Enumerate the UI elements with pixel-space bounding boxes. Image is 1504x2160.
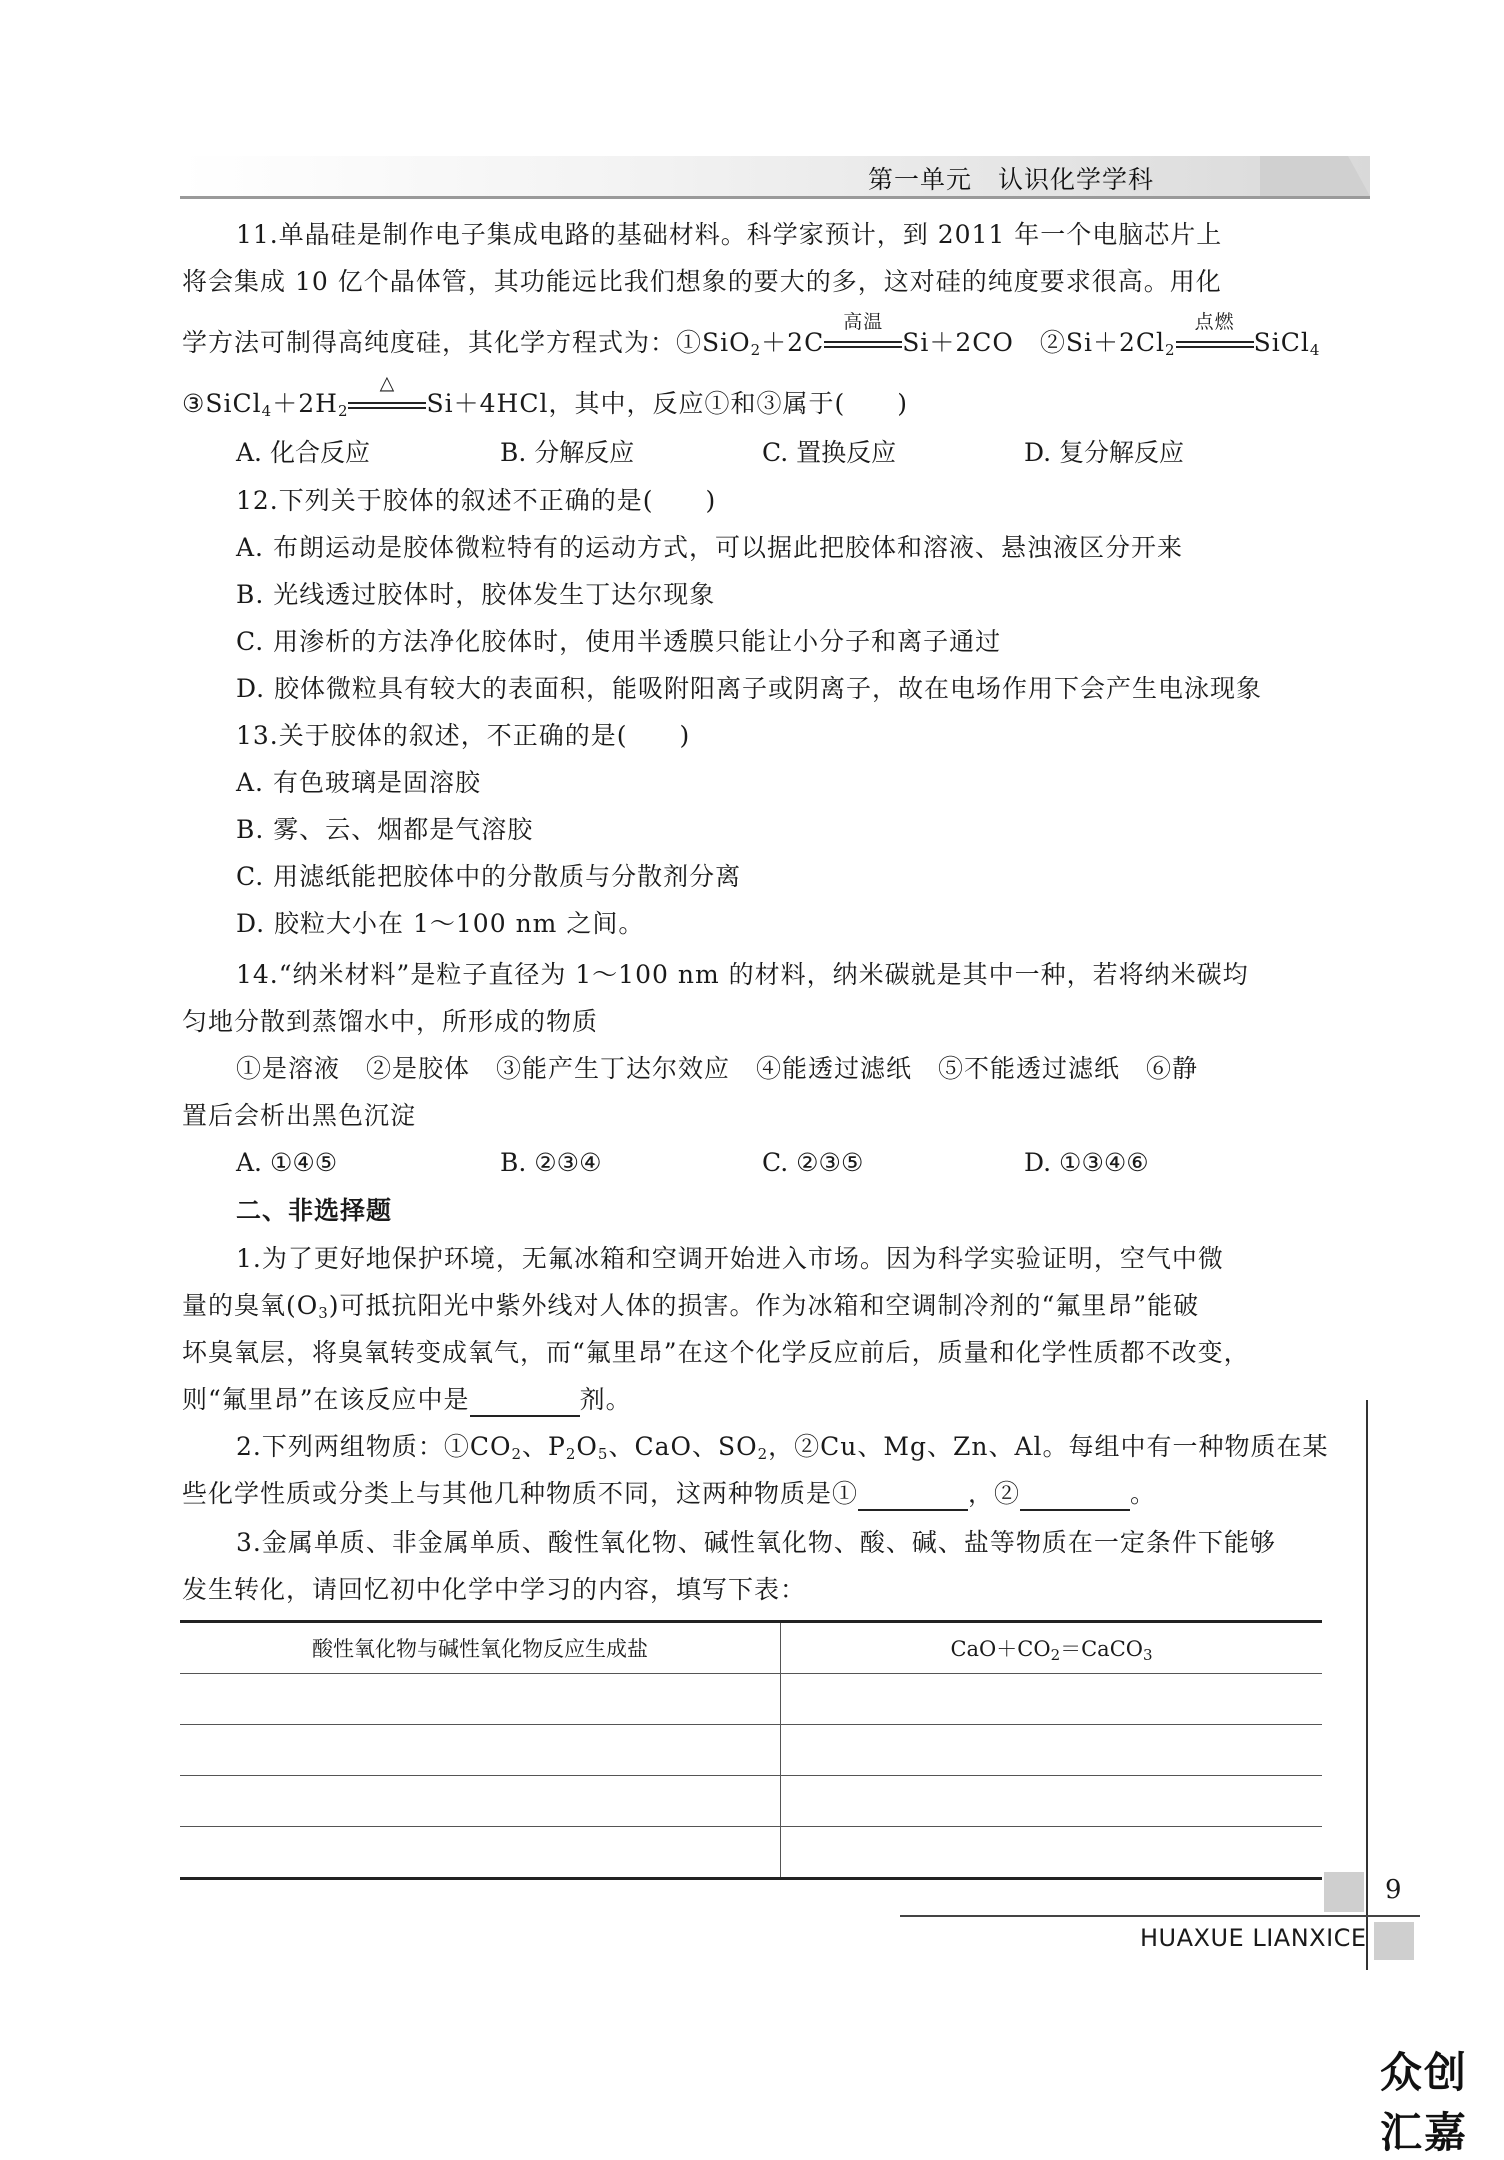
sub: 5 <box>597 1445 609 1463</box>
q11-option-b: B. 分解反应 <box>500 438 635 467</box>
q11-line2: 将会集成 10 亿个晶体管，其功能远比我们想象的要大的多，这对硅的纯度要求很高。用化 <box>182 267 1222 296</box>
table-cell[interactable] <box>781 1725 1323 1776</box>
q11-eq3-end: Si＋4HCl，其中，反应①和③属于( ) <box>426 389 908 418</box>
answer-blank-1[interactable] <box>858 1483 968 1511</box>
n2-line1 <box>236 1430 1329 1471</box>
q14-option-d: D. ①③④⑥ <box>1024 1148 1149 1177</box>
sub: 3 <box>1142 1645 1153 1664</box>
q13-stem: 13.关于胶体的叙述，不正确的是( ) <box>236 721 691 750</box>
n1-line2-b: )可抵抗阳光中紫外线对人体的损害。作为冰箱和空调制冷剂的“氟里昂”能破 <box>328 1291 1200 1320</box>
footer-line <box>900 1915 1420 1917</box>
q14-line3: ①是溶液 ②是胶体 ③能产生丁达尔效应 ④能透过滤纸 ⑤不能透过滤纸 ⑥静 <box>236 1054 1199 1083</box>
footer-box <box>1374 1922 1414 1960</box>
formula-part: ＝CaCO <box>1060 1636 1143 1661</box>
n1-line2 <box>182 1289 1199 1330</box>
n2-text: 、P <box>522 1432 566 1461</box>
q11-option-a: A. 化合反应 <box>236 438 370 467</box>
n2-text: 些化学性质或分类上与其他几种物质不同，这两种物质是① <box>182 1479 859 1508</box>
condition-high-temp: 高温 <box>843 310 884 333</box>
sub: 2 <box>1050 1645 1061 1664</box>
table-cell[interactable] <box>781 1776 1323 1827</box>
q14-line4: 置后会析出黑色沉淀 <box>182 1101 417 1130</box>
table-row <box>180 1776 1322 1827</box>
q13-option-a: A. 有色玻璃是固溶胶 <box>236 768 481 797</box>
table-row <box>180 1674 1322 1725</box>
sub: 2 <box>750 341 762 359</box>
n2-text: ，②Cu、Mg、Zn、Al。每组中有一种物质在某 <box>768 1432 1329 1461</box>
table-cell[interactable] <box>180 1827 781 1879</box>
sub: 4 <box>1309 341 1321 359</box>
header-bar <box>180 156 1370 199</box>
page-number: 9 <box>1385 1875 1402 1905</box>
n1-line4-a: 则“氟里昂”在该反应中是 <box>182 1385 470 1414</box>
table-row <box>180 1725 1322 1776</box>
n2-text: O <box>576 1432 598 1461</box>
q12-stem: 12.下列关于胶体的叙述不正确的是( ) <box>236 486 717 515</box>
q12-option-d: D. 胶体微粒具有较大的表面积，能吸附阳离子或阴离子，故在电场作用下会产生电泳现象 <box>236 674 1263 703</box>
footer-text: HUAXUE LIANXICE <box>1140 1924 1367 1952</box>
q11-eq-mid1: ＋2C <box>761 328 825 357</box>
q11-eq3-mid: ＋2H <box>272 389 338 418</box>
q12-option-a: A. 布朗运动是胶体微粒特有的运动方式，可以据此把胶体和溶液、悬浊液区分开来 <box>236 533 1183 562</box>
sub: 2 <box>1165 341 1176 359</box>
table-cell[interactable] <box>180 1674 781 1725</box>
q14-option-a: A. ①④⑤ <box>236 1148 338 1177</box>
n2-text: ，② <box>968 1479 1021 1508</box>
condition-heat: △ <box>379 371 396 394</box>
q11-eq3-prefix: ③SiCl <box>182 389 262 418</box>
n1-line1: 1.为了更好地保护环境，无氟冰箱和空调开始进入市场。因为科学实验证明，空气中微 <box>236 1244 1224 1273</box>
q14-option-b: B. ②③④ <box>500 1148 602 1177</box>
q11-eq-mid2: Si＋2CO ②Si＋2Cl <box>902 328 1166 357</box>
q12-option-c: C. 用渗析的方法净化胶体时，使用半透膜只能让小分子和离子通过 <box>236 627 1002 656</box>
q11-option-d: D. 复分解反应 <box>1024 438 1185 467</box>
q12-option-b: B. 光线透过胶体时，胶体发生丁达尔现象 <box>236 580 716 609</box>
conversion-table <box>180 1620 1322 1880</box>
table-row <box>180 1827 1322 1879</box>
n2-text: 、CaO、SO <box>608 1432 758 1461</box>
sub: 2 <box>757 1445 769 1463</box>
q11-option-c: C. 置换反应 <box>762 438 897 467</box>
q11-equation-line2 <box>182 371 908 428</box>
answer-blank-2[interactable] <box>1020 1483 1130 1511</box>
chapter-title: 第一单元 认识化学学科 <box>868 165 1155 194</box>
n2-line2 <box>182 1477 1156 1511</box>
sub: 4 <box>261 402 273 420</box>
n3-line1: 3.金属单质、非金属单质、酸性氧化物、碱性氧化物、酸、碱、盐等物质在一定条件下能够 <box>236 1528 1276 1557</box>
q11-eq-prefix: 学方法可制得高纯度硅，其化学方程式为：①SiO <box>182 328 751 357</box>
table-cell: 酸性氧化物与碱性氧化物反应生成盐 <box>180 1622 781 1674</box>
answer-blank[interactable] <box>470 1389 580 1417</box>
table-cell[interactable] <box>180 1725 781 1776</box>
table-row <box>180 1622 1322 1674</box>
sub: 2 <box>565 1445 577 1463</box>
watermark: 众创汇嘉 <box>1380 2048 1469 2157</box>
q11-line1: 11.单晶硅是制作电子集成电路的基础材料。科学家预计，到 2011 年一个电脑芯片上 <box>236 220 1223 249</box>
condition-ignite: 点燃 <box>1194 310 1235 333</box>
table-cell[interactable] <box>781 1674 1323 1725</box>
sub: 3 <box>318 1304 329 1322</box>
table-cell[interactable] <box>781 1827 1323 1879</box>
n2-text: 2.下列两组物质：①CO <box>236 1432 512 1461</box>
table-cell <box>781 1622 1323 1674</box>
n1-line3: 坏臭氧层，将臭氧转变成氧气，而“氟里昂”在这个化学反应前后，质量和化学性质都不改变， <box>182 1338 1250 1367</box>
q13-option-d: D. 胶粒大小在 1～100 nm 之间。 <box>236 909 645 938</box>
sub: 2 <box>511 1445 523 1463</box>
sub: 2 <box>337 402 349 420</box>
section-title: 二、非选择题 <box>236 1196 393 1225</box>
q14-option-c: C. ②③⑤ <box>762 1148 864 1177</box>
table-cell[interactable] <box>180 1776 781 1827</box>
q13-option-b: B. 雾、云、烟都是气溶胶 <box>236 815 534 844</box>
n3-line2: 发生转化，请回忆初中化学中学习的内容，填写下表： <box>182 1575 807 1604</box>
n1-line2-a: 量的臭氧(O <box>182 1291 319 1320</box>
reaction-condition <box>824 310 902 355</box>
q11-equation-line <box>182 310 1321 367</box>
q11-eq-end: SiCl <box>1253 328 1310 357</box>
n2-text: 。 <box>1130 1479 1157 1508</box>
reaction-condition <box>1176 310 1254 355</box>
page-box <box>1324 1872 1364 1912</box>
q13-option-c: C. 用滤纸能把胶体中的分散质与分散剂分离 <box>236 862 742 891</box>
n1-line4 <box>182 1383 632 1417</box>
reaction-condition <box>348 371 426 416</box>
formula-part: CaO＋CO <box>950 1636 1051 1661</box>
margin-line <box>1366 1400 1368 1970</box>
n1-line4-b: 剂。 <box>579 1385 632 1414</box>
q14-line1: 14.“纳米材料”是粒子直径为 1～100 nm 的材料，纳米碳就是其中一种，若将纳米碳均 <box>236 960 1249 989</box>
q14-line2: 匀地分散到蒸馏水中，所形成的物质 <box>182 1007 599 1036</box>
